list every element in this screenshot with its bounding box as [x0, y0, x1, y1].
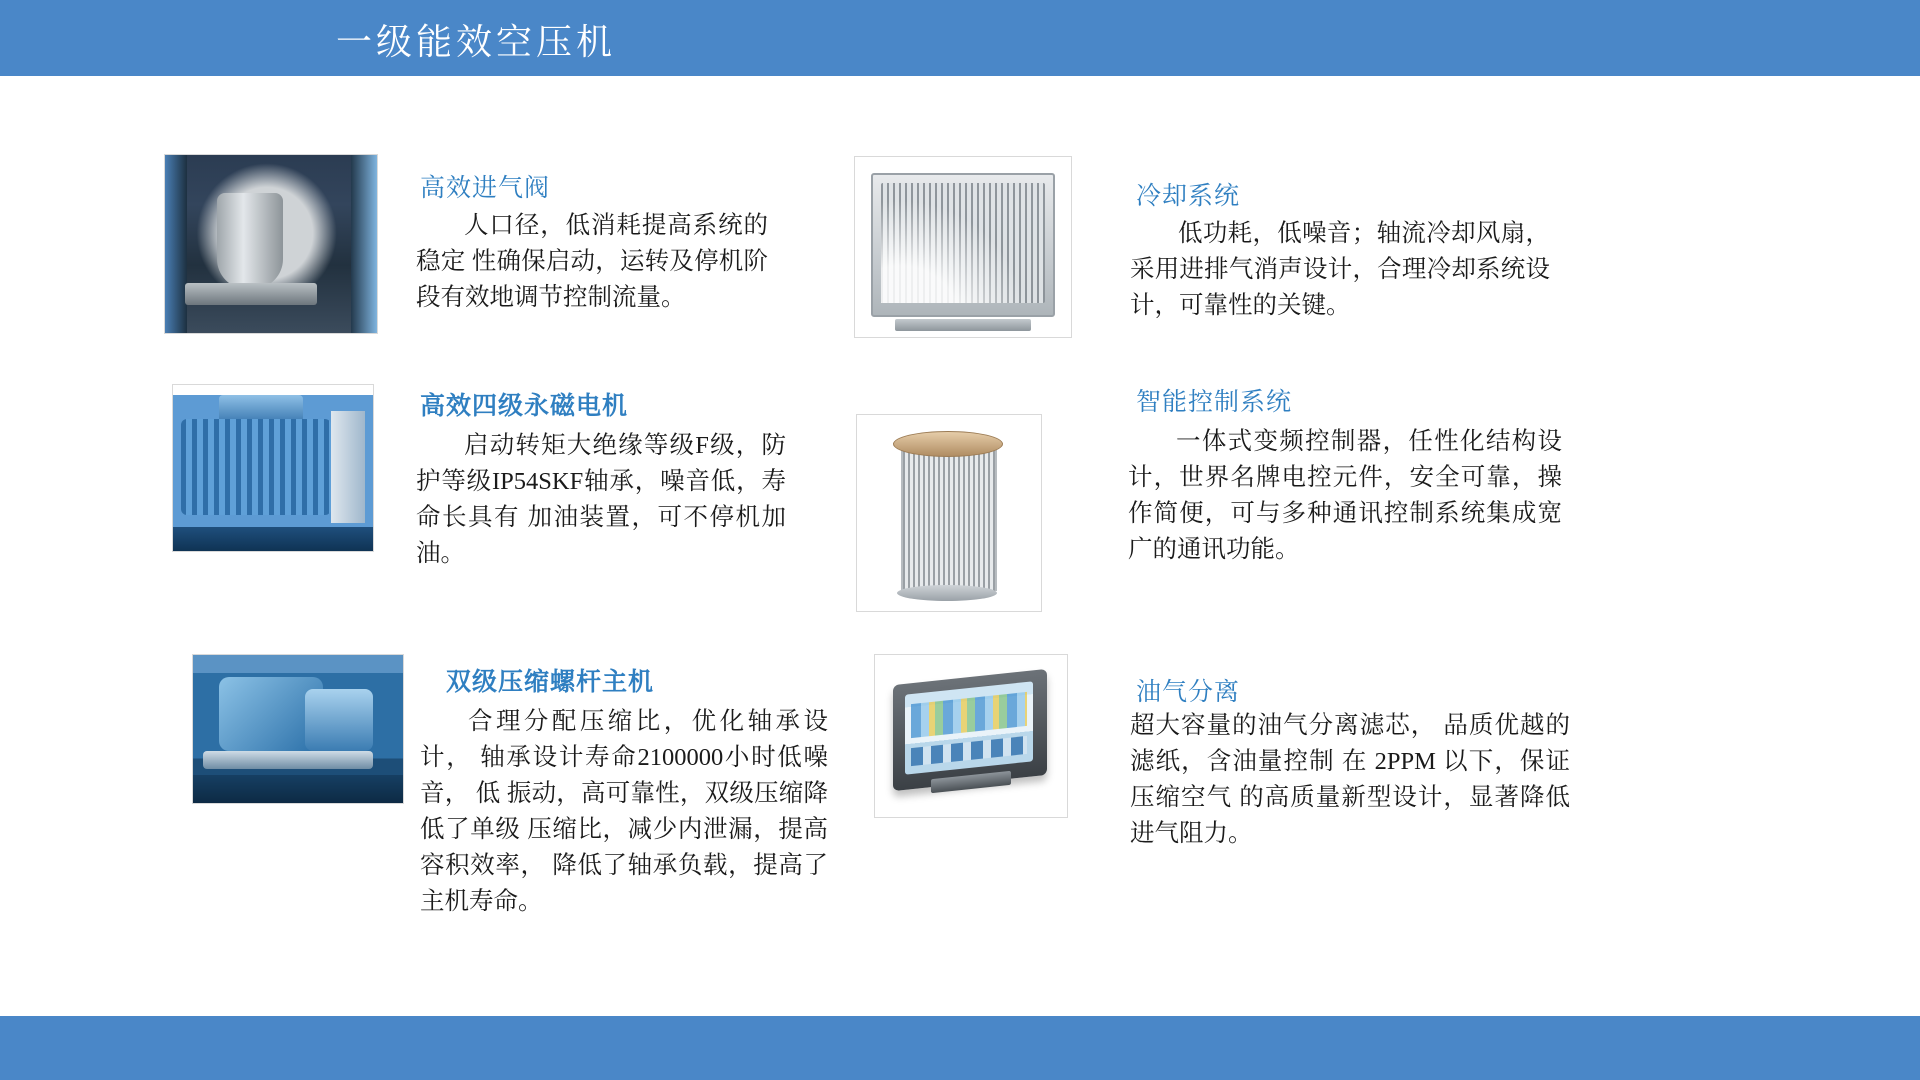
photo-detail	[897, 585, 997, 601]
permanent-magnet-motor-photo	[172, 384, 374, 552]
page-title: 一级能效空压机	[336, 22, 617, 62]
feature-title: 高效进气阀	[420, 175, 551, 202]
feature-title: 冷却系统	[1136, 183, 1241, 210]
feature-body: 超大容量的油气分离滤芯， 品质优越的滤纸，含油量控制 在 2PPM 以下，保证压缩空气 的高质量新型设计，显著降低 进气阻力。	[1130, 712, 1570, 847]
hmi-controller-photo	[874, 654, 1068, 818]
photo-detail	[351, 155, 377, 333]
feature-body: 合理分配压缩比，优化轴承设计， 轴承设计寿命2100000小时低噪音， 低 振动，高可靠性，双级压缩降低了单级 压缩比，减少内泄漏，提高容积效率， 降低了轴承负载，提高了主机寿命。	[420, 708, 828, 915]
feature-title: 高效四级永磁电机	[420, 393, 629, 420]
photo-detail	[165, 155, 187, 333]
photo-detail	[203, 751, 373, 769]
feature-title: 油气分离	[1136, 679, 1241, 706]
photo-detail	[881, 183, 1045, 303]
features-grid	[0, 76, 1920, 1016]
photo-detail	[305, 689, 373, 751]
photo-detail	[173, 527, 373, 551]
intake-valve-photo	[164, 154, 378, 334]
oil-separator-filter-photo	[856, 414, 1042, 612]
photo-detail	[893, 431, 1003, 457]
cooler-photo	[854, 156, 1072, 338]
header-bar	[0, 0, 1920, 76]
photo-detail	[901, 441, 997, 591]
feature-body: 启动转矩大绝缘等级F级，防护等级IP54SKF轴承，噪音低，寿命长具有 加油装置，可不停机加油。	[416, 432, 786, 567]
feature-body: 一体式变频控制器，任性化结构设计，世界名牌电控元件，安全可靠，操作简便，可与多种通讯控制系统集成宽广的通讯功能。	[1128, 428, 1562, 563]
photo-detail	[895, 319, 1031, 331]
photo-detail	[331, 411, 365, 523]
feature-body: 低功耗，低噪音；轴流冷却风扇，采用进排气消声设计，合理冷却系统设计，可靠性的关键。	[1130, 220, 1550, 319]
photo-detail	[193, 775, 403, 803]
footer-bar	[0, 1016, 1920, 1080]
photo-detail	[905, 681, 1033, 774]
photo-detail	[181, 419, 331, 515]
feature-title: 智能控制系统	[1136, 389, 1293, 416]
two-stage-screw-airend-photo	[192, 654, 404, 804]
feature-title: 双级压缩螺杆主机	[446, 669, 655, 696]
feature-body: 人口径，低消耗提高系统的稳定 性确保启动，运转及停机阶段有效地调节控制流量。	[416, 212, 768, 311]
